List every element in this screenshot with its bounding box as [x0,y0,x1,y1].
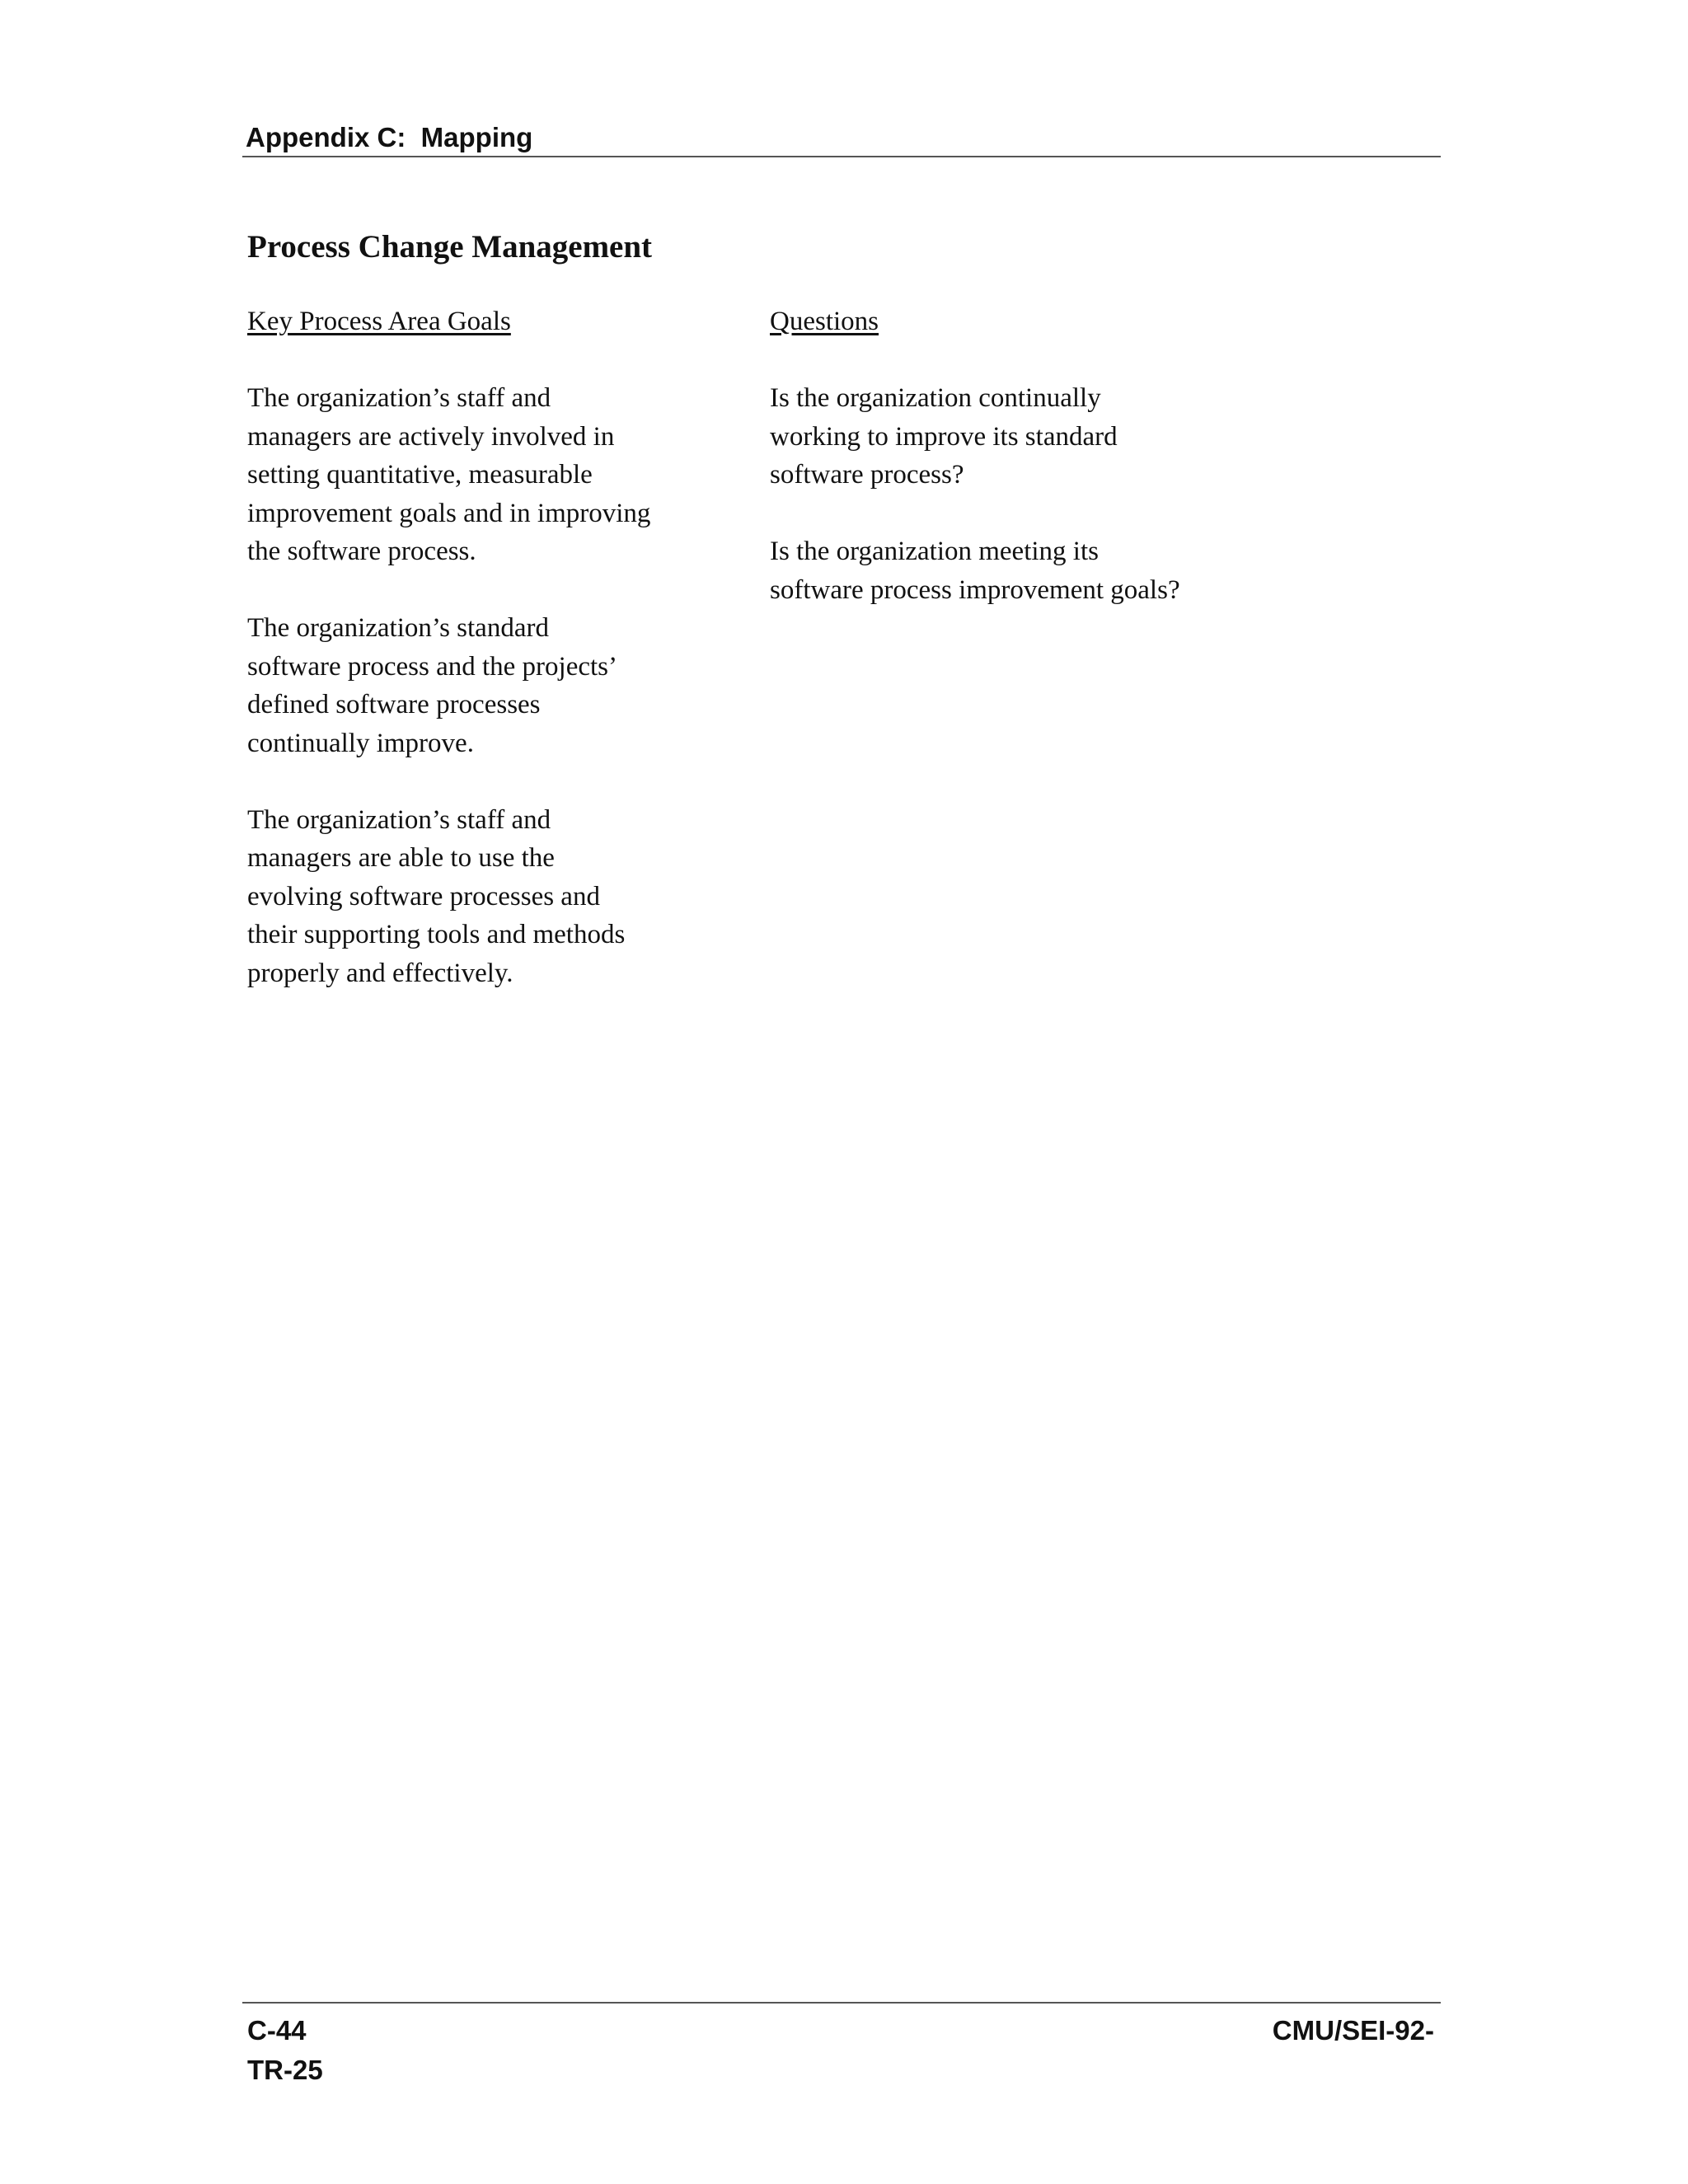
header-rule [242,156,1441,157]
running-header: Appendix C: Mapping [246,122,533,152]
questions-column [770,302,1231,648]
questions-heading: Questions [770,307,879,336]
footer-rule [242,2002,1441,2004]
goals-heading: Key Process Area Goals [247,307,511,336]
goal-item: The organization’s staff and managers are actively involved in setting quantitative, measurable improvement goals and in improving the software process. [247,383,651,566]
question-item: Is the organization meeting its software process improvement goals? [770,537,1180,605]
question-item: Is the organization continually working to improve its standard software process? [770,383,1118,490]
goal-item: The organization’s staff and managers are able to use the evolving software processes and their supporting tools and methods properly and effectively. [247,804,626,988]
section-title: Process Change Management [247,229,653,265]
page-number: C-44 TR-25 [247,2015,323,2085]
goals-column [247,302,709,1031]
goal-item: The organization’s standard software process and the projects’ defined software processes continually improve. [247,613,617,758]
document-id: CMU/SEI-92- [1272,2015,1434,2046]
